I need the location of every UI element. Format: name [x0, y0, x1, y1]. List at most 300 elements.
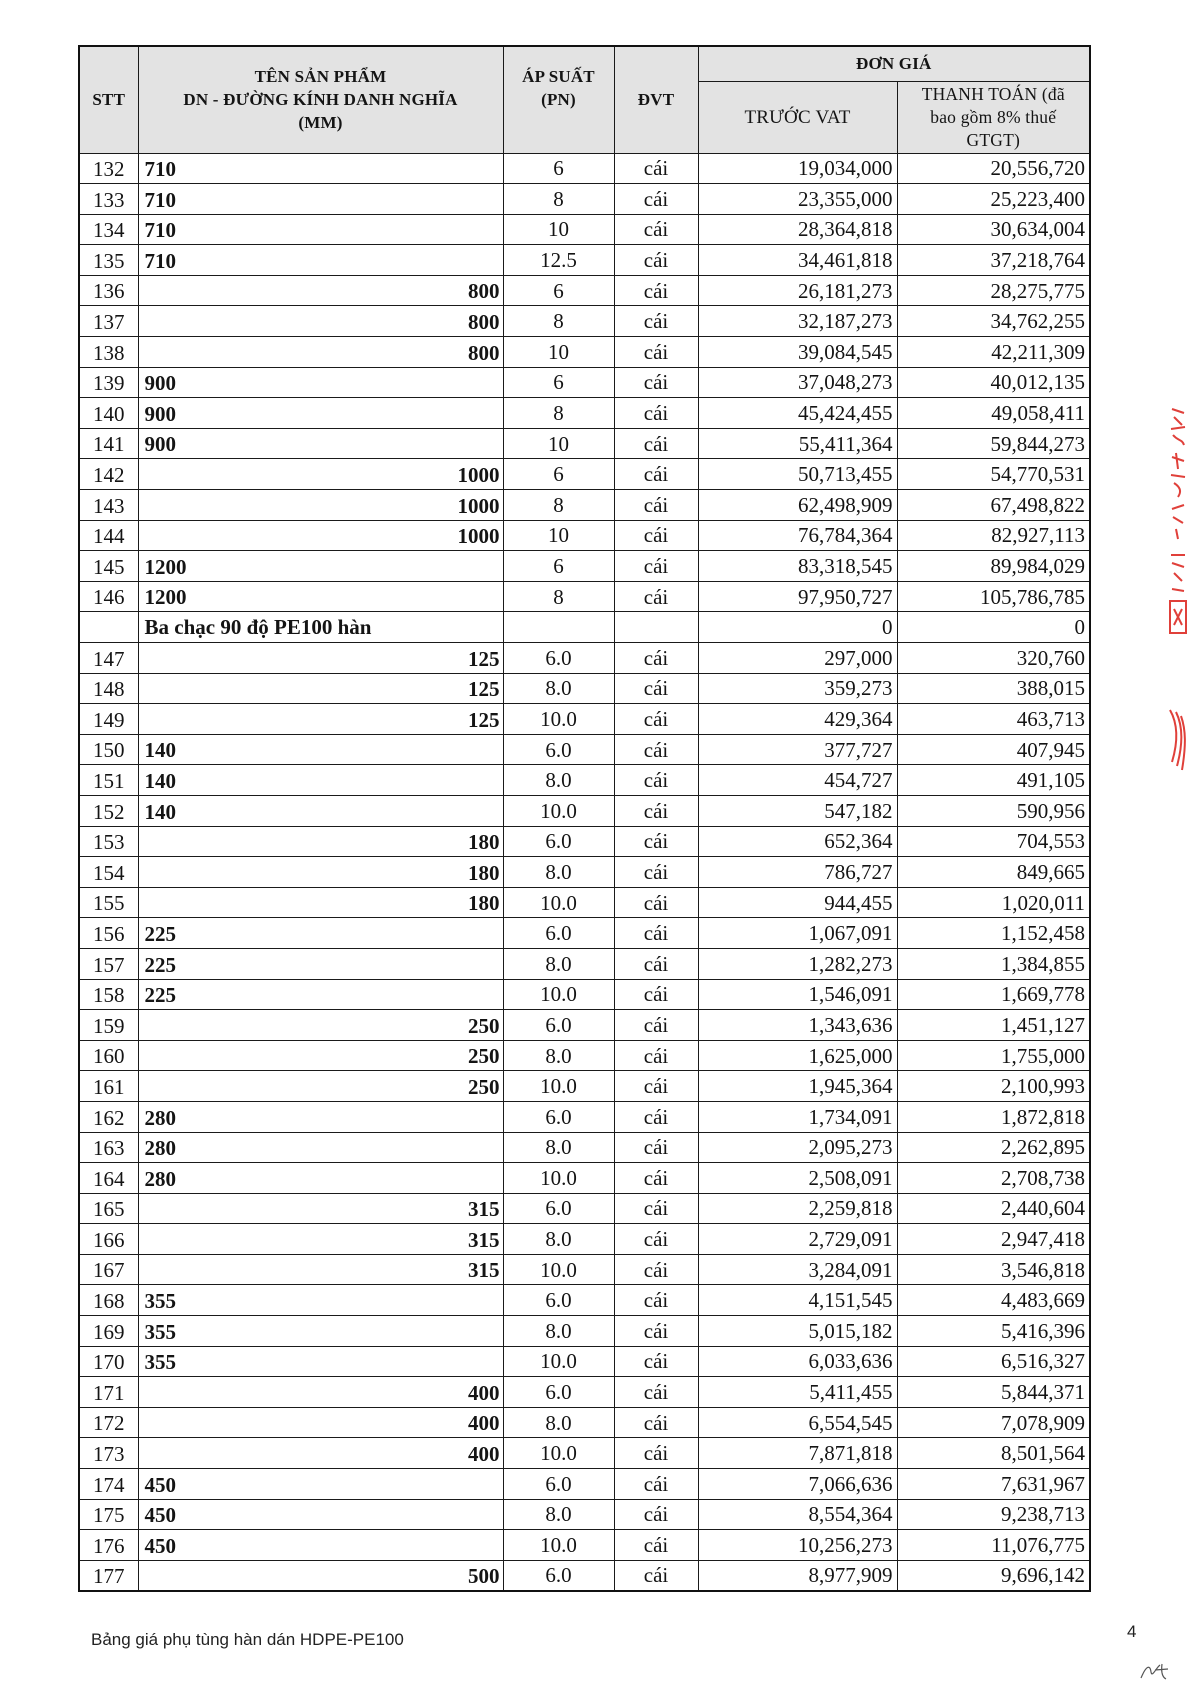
diameter-cell: 225 [138, 979, 503, 1010]
stt-cell: 172 [79, 1407, 138, 1438]
stt-cell: 161 [79, 1071, 138, 1102]
diameter-cell: 315 [138, 1193, 503, 1224]
table-row [79, 398, 1090, 429]
pressure-cell: 10 [503, 428, 614, 459]
table-row [79, 1010, 1090, 1041]
diameter-cell: 125 [138, 673, 503, 704]
diameter-cell: 140 [138, 795, 503, 826]
price-before-vat-cell: 55,411,364 [698, 428, 897, 459]
price-before-vat-cell: 39,084,545 [698, 337, 897, 368]
stt-cell: 150 [79, 734, 138, 765]
diameter-cell: 900 [138, 398, 503, 429]
diameter-cell: 800 [138, 306, 503, 337]
table-row [79, 1132, 1090, 1163]
unit-cell: cái [614, 795, 698, 826]
table-row [79, 551, 1090, 582]
table-row [79, 581, 1090, 612]
table-row [79, 918, 1090, 949]
unit-cell: cái [614, 1071, 698, 1102]
unit-cell: cái [614, 1193, 698, 1224]
header-price-before-vat: TRƯỚC VAT [698, 81, 897, 153]
price-total-cell: 5,844,371 [897, 1377, 1090, 1408]
pressure-cell: 8.0 [503, 948, 614, 979]
price-before-vat-cell: 45,424,455 [698, 398, 897, 429]
pressure-cell: 6 [503, 153, 614, 184]
table-row [79, 1193, 1090, 1224]
price-total-cell: 1,152,458 [897, 918, 1090, 949]
unit-cell: cái [614, 1101, 698, 1132]
diameter-cell: 225 [138, 918, 503, 949]
pressure-cell: 8 [503, 184, 614, 215]
price-before-vat-cell: 786,727 [698, 857, 897, 888]
stt-cell: 159 [79, 1010, 138, 1041]
header-stt: STT [79, 46, 138, 153]
stt-cell: 137 [79, 306, 138, 337]
table-row [79, 1407, 1090, 1438]
diameter-cell: 710 [138, 214, 503, 245]
diameter-cell: 450 [138, 1499, 503, 1530]
diameter-cell: 250 [138, 1040, 503, 1071]
price-before-vat-cell: 26,181,273 [698, 275, 897, 306]
price-total-cell: 59,844,273 [897, 428, 1090, 459]
page-number: 4 [1127, 1622, 1137, 1641]
diameter-cell: 400 [138, 1438, 503, 1469]
diameter-cell: 710 [138, 245, 503, 276]
unit-cell: cái [614, 1132, 698, 1163]
pressure-cell: 10 [503, 520, 614, 551]
unit-cell: cái [614, 520, 698, 551]
pressure-cell: 8.0 [503, 1316, 614, 1347]
price-before-vat-cell: 429,364 [698, 704, 897, 735]
price-total-cell: 9,238,713 [897, 1499, 1090, 1530]
stt-cell: 174 [79, 1469, 138, 1500]
unit-cell: cái [614, 857, 698, 888]
price-before-vat-cell: 6,554,545 [698, 1407, 897, 1438]
unit-cell: cái [614, 490, 698, 521]
stt-cell: 147 [79, 643, 138, 674]
stt-cell: 153 [79, 826, 138, 857]
price-total-cell: 2,440,604 [897, 1193, 1090, 1224]
unit-cell: cái [614, 459, 698, 490]
pressure-cell: 10.0 [503, 704, 614, 735]
diameter-cell: 800 [138, 337, 503, 368]
diameter-cell: 225 [138, 948, 503, 979]
unit-cell: cái [614, 704, 698, 735]
stt-cell: 177 [79, 1560, 138, 1591]
price-before-vat-cell: 359,273 [698, 673, 897, 704]
red-stamp-fragment [1164, 706, 1188, 776]
stt-cell: 141 [79, 428, 138, 459]
table-row [79, 765, 1090, 796]
stt-cell: 148 [79, 673, 138, 704]
unit-cell: cái [614, 1010, 698, 1041]
unit-cell: cái [614, 1377, 698, 1408]
table-row [79, 1346, 1090, 1377]
diameter-cell: 500 [138, 1560, 503, 1591]
header-price-total-line: bao gồm 8% thuế [930, 106, 1057, 127]
price-total-cell: 37,218,764 [897, 245, 1090, 276]
table-row [79, 1316, 1090, 1347]
diameter-cell: 125 [138, 704, 503, 735]
price-total-cell: 0 [897, 612, 1090, 643]
table-row [79, 520, 1090, 551]
price-total-cell: 1,384,855 [897, 948, 1090, 979]
stt-cell: 166 [79, 1224, 138, 1255]
unit-cell: cái [614, 306, 698, 337]
header-unit: ĐVT [614, 46, 698, 153]
table-row [79, 734, 1090, 765]
pressure-cell: 8.0 [503, 765, 614, 796]
price-before-vat-cell: 7,066,636 [698, 1469, 897, 1500]
price-total-cell: 2,100,993 [897, 1071, 1090, 1102]
stt-cell: 163 [79, 1132, 138, 1163]
header-price-total [897, 81, 1090, 153]
stt-cell: 151 [79, 765, 138, 796]
pressure-cell: 8 [503, 306, 614, 337]
table-row [79, 1254, 1090, 1285]
pressure-cell: 8.0 [503, 1224, 614, 1255]
price-before-vat-cell: 7,871,818 [698, 1438, 897, 1469]
price-before-vat-cell: 6,033,636 [698, 1346, 897, 1377]
diameter-cell: 125 [138, 643, 503, 674]
price-total-cell: 20,556,720 [897, 153, 1090, 184]
unit-cell: cái [614, 1163, 698, 1194]
price-before-vat-cell: 62,498,909 [698, 490, 897, 521]
price-total-cell: 5,416,396 [897, 1316, 1090, 1347]
header-product-name-line: DN - ĐƯỜNG KÍNH DANH NGHĨA [183, 90, 458, 110]
table-row [79, 704, 1090, 735]
footer-title: Bảng giá phụ tùng hàn dán HDPE-PE100 [91, 1630, 404, 1649]
stt-cell: 155 [79, 887, 138, 918]
diameter-cell: 355 [138, 1346, 503, 1377]
price-total-cell: 704,553 [897, 826, 1090, 857]
table-row [79, 1163, 1090, 1194]
table-row [79, 428, 1090, 459]
stt-cell: 134 [79, 214, 138, 245]
diameter-cell: 900 [138, 367, 503, 398]
price-before-vat-cell: 2,508,091 [698, 1163, 897, 1194]
stt-cell: 160 [79, 1040, 138, 1071]
unit-cell: cái [614, 673, 698, 704]
stt-cell: 170 [79, 1346, 138, 1377]
table-row [79, 1040, 1090, 1071]
price-before-vat-cell: 50,713,455 [698, 459, 897, 490]
stt-cell: 157 [79, 948, 138, 979]
price-before-vat-cell: 1,546,091 [698, 979, 897, 1010]
pressure-cell: 6.0 [503, 1377, 614, 1408]
price-before-vat-cell: 1,945,364 [698, 1071, 897, 1102]
price-before-vat-cell: 34,461,818 [698, 245, 897, 276]
pressure-cell: 10.0 [503, 1346, 614, 1377]
table-row [79, 337, 1090, 368]
unit-cell: cái [614, 979, 698, 1010]
unit-cell: cái [614, 153, 698, 184]
unit-cell: cái [614, 551, 698, 582]
stt-cell: 165 [79, 1193, 138, 1224]
pressure-cell: 10 [503, 214, 614, 245]
header-price-group: ĐƠN GIÁ [698, 46, 1090, 81]
price-total-cell: 42,211,309 [897, 337, 1090, 368]
price-total-cell: 1,020,011 [897, 887, 1090, 918]
table-row [79, 306, 1090, 337]
table-row [79, 367, 1090, 398]
stt-cell: 169 [79, 1316, 138, 1347]
unit-cell: cái [614, 887, 698, 918]
table-row [79, 245, 1090, 276]
pressure-cell: 10.0 [503, 1530, 614, 1561]
diameter-cell: 1200 [138, 551, 503, 582]
price-before-vat-cell: 10,256,273 [698, 1530, 897, 1561]
pressure-cell: 8.0 [503, 1499, 614, 1530]
price-total-cell: 2,708,738 [897, 1163, 1090, 1194]
pressure-cell: 10.0 [503, 1071, 614, 1102]
price-total-cell: 2,262,895 [897, 1132, 1090, 1163]
table-row [79, 795, 1090, 826]
price-total-cell: 40,012,135 [897, 367, 1090, 398]
stt-cell: 144 [79, 520, 138, 551]
price-total-cell: 463,713 [897, 704, 1090, 735]
pressure-cell: 6.0 [503, 1193, 614, 1224]
table-row [79, 184, 1090, 215]
red-stamp-fragment [1166, 405, 1190, 637]
price-before-vat-cell: 2,729,091 [698, 1224, 897, 1255]
stt-cell [79, 612, 138, 643]
price-before-vat-cell: 377,727 [698, 734, 897, 765]
handwritten-initial [1138, 1660, 1172, 1682]
pressure-cell: 6.0 [503, 643, 614, 674]
table-row [79, 1224, 1090, 1255]
price-total-cell: 388,015 [897, 673, 1090, 704]
stt-cell: 175 [79, 1499, 138, 1530]
unit-cell: cái [614, 1285, 698, 1316]
price-total-cell: 30,634,004 [897, 214, 1090, 245]
diameter-cell: 1000 [138, 459, 503, 490]
price-total-cell: 1,451,127 [897, 1010, 1090, 1041]
header-product-name-line: (MM) [298, 113, 343, 133]
stt-cell: 152 [79, 795, 138, 826]
unit-cell: cái [614, 1499, 698, 1530]
table-row [79, 153, 1090, 184]
price-before-vat-cell: 547,182 [698, 795, 897, 826]
diameter-cell: 710 [138, 184, 503, 215]
diameter-cell: 280 [138, 1132, 503, 1163]
pressure-cell: 6.0 [503, 1469, 614, 1500]
unit-cell: cái [614, 337, 698, 368]
diameter-cell: 1000 [138, 490, 503, 521]
price-before-vat-cell: 97,950,727 [698, 581, 897, 612]
price-before-vat-cell: 3,284,091 [698, 1254, 897, 1285]
stt-cell: 171 [79, 1377, 138, 1408]
price-total-cell: 28,275,775 [897, 275, 1090, 306]
price-total-cell: 590,956 [897, 795, 1090, 826]
unit-cell: cái [614, 214, 698, 245]
pressure-cell: 6.0 [503, 734, 614, 765]
unit-cell: cái [614, 1407, 698, 1438]
unit-cell: cái [614, 765, 698, 796]
table-row [79, 673, 1090, 704]
unit-cell: cái [614, 1224, 698, 1255]
table-row [79, 1377, 1090, 1408]
pressure-cell: 6 [503, 367, 614, 398]
table-row [79, 979, 1090, 1010]
price-before-vat-cell: 76,784,364 [698, 520, 897, 551]
pressure-cell: 10.0 [503, 1254, 614, 1285]
table-row [79, 826, 1090, 857]
diameter-cell: 140 [138, 734, 503, 765]
price-before-vat-cell: 1,067,091 [698, 918, 897, 949]
diameter-cell: 180 [138, 887, 503, 918]
header-pressure [503, 46, 614, 153]
section-title-cell: Ba chạc 90 độ PE100 hàn [138, 612, 503, 643]
pressure-cell: 8.0 [503, 1407, 614, 1438]
pressure-cell: 12.5 [503, 245, 614, 276]
price-total-cell: 49,058,411 [897, 398, 1090, 429]
stt-cell: 143 [79, 490, 138, 521]
pressure-cell: 8.0 [503, 673, 614, 704]
stt-cell: 164 [79, 1163, 138, 1194]
price-before-vat-cell: 28,364,818 [698, 214, 897, 245]
unit-cell: cái [614, 1530, 698, 1561]
price-before-vat-cell: 83,318,545 [698, 551, 897, 582]
header-pressure-line: (PN) [541, 90, 576, 109]
diameter-cell: 280 [138, 1101, 503, 1132]
pressure-cell: 10.0 [503, 979, 614, 1010]
pressure-cell: 8 [503, 581, 614, 612]
pressure-cell: 10.0 [503, 1438, 614, 1469]
price-total-cell: 105,786,785 [897, 581, 1090, 612]
header-product-name [138, 46, 503, 153]
price-before-vat-cell: 944,455 [698, 887, 897, 918]
pressure-cell: 8 [503, 398, 614, 429]
table-row [79, 1469, 1090, 1500]
unit-cell: cái [614, 184, 698, 215]
price-before-vat-cell: 8,977,909 [698, 1560, 897, 1591]
table-row [79, 1071, 1090, 1102]
unit-cell: cái [614, 367, 698, 398]
stt-cell: 133 [79, 184, 138, 215]
pressure-cell: 6.0 [503, 1560, 614, 1591]
unit-cell: cái [614, 826, 698, 857]
unit-cell: cái [614, 275, 698, 306]
table-row [79, 490, 1090, 521]
pressure-cell: 8 [503, 490, 614, 521]
header-pressure-line: ÁP SUẤT [522, 67, 595, 86]
table-row [79, 1499, 1090, 1530]
price-before-vat-cell: 0 [698, 612, 897, 643]
table-row [79, 1285, 1090, 1316]
unit-cell: cái [614, 428, 698, 459]
unit-cell: cái [614, 918, 698, 949]
stt-cell: 176 [79, 1530, 138, 1561]
price-total-cell: 34,762,255 [897, 306, 1090, 337]
diameter-cell: 1200 [138, 581, 503, 612]
price-before-vat-cell: 19,034,000 [698, 153, 897, 184]
stt-cell: 158 [79, 979, 138, 1010]
table-row [79, 1560, 1090, 1591]
diameter-cell: 900 [138, 428, 503, 459]
header-price-total-line: GTGT) [966, 129, 1020, 150]
stt-cell: 145 [79, 551, 138, 582]
pressure-cell: 8.0 [503, 1040, 614, 1071]
price-total-cell: 9,696,142 [897, 1560, 1090, 1591]
table-body [79, 153, 1090, 1591]
price-before-vat-cell: 5,015,182 [698, 1316, 897, 1347]
pressure-cell: 6.0 [503, 918, 614, 949]
stt-cell: 149 [79, 704, 138, 735]
price-total-cell: 849,665 [897, 857, 1090, 888]
pressure-cell: 10.0 [503, 1163, 614, 1194]
unit-cell: cái [614, 643, 698, 674]
price-before-vat-cell: 652,364 [698, 826, 897, 857]
table-row [79, 643, 1090, 674]
price-table [78, 45, 1091, 1592]
unit-cell: cái [614, 1254, 698, 1285]
stt-cell: 136 [79, 275, 138, 306]
unit-cell: cái [614, 398, 698, 429]
stt-cell: 173 [79, 1438, 138, 1469]
pressure-cell [503, 612, 614, 643]
diameter-cell: 250 [138, 1071, 503, 1102]
table-row [79, 857, 1090, 888]
price-total-cell: 1,872,818 [897, 1101, 1090, 1132]
diameter-cell: 450 [138, 1469, 503, 1500]
price-before-vat-cell: 8,554,364 [698, 1499, 897, 1530]
price-total-cell: 54,770,531 [897, 459, 1090, 490]
stt-cell: 135 [79, 245, 138, 276]
price-total-cell: 1,669,778 [897, 979, 1090, 1010]
unit-cell: cái [614, 1560, 698, 1591]
pressure-cell: 6.0 [503, 1101, 614, 1132]
diameter-cell: 140 [138, 765, 503, 796]
price-before-vat-cell: 37,048,273 [698, 367, 897, 398]
pressure-cell: 8.0 [503, 857, 614, 888]
unit-cell: cái [614, 1040, 698, 1071]
pressure-cell: 6 [503, 551, 614, 582]
price-before-vat-cell: 1,734,091 [698, 1101, 897, 1132]
unit-cell: cái [614, 1469, 698, 1500]
stt-cell: 132 [79, 153, 138, 184]
price-before-vat-cell: 454,727 [698, 765, 897, 796]
unit-cell: cái [614, 734, 698, 765]
price-before-vat-cell: 32,187,273 [698, 306, 897, 337]
diameter-cell: 250 [138, 1010, 503, 1041]
pressure-cell: 6.0 [503, 826, 614, 857]
unit-cell [614, 612, 698, 643]
diameter-cell: 355 [138, 1316, 503, 1347]
diameter-cell: 450 [138, 1530, 503, 1561]
table-row [79, 275, 1090, 306]
diameter-cell: 800 [138, 275, 503, 306]
stt-cell: 146 [79, 581, 138, 612]
price-total-cell: 407,945 [897, 734, 1090, 765]
pressure-cell: 6 [503, 459, 614, 490]
price-before-vat-cell: 1,625,000 [698, 1040, 897, 1071]
diameter-cell: 1000 [138, 520, 503, 551]
price-total-cell: 4,483,669 [897, 1285, 1090, 1316]
table-row [79, 459, 1090, 490]
stt-cell: 168 [79, 1285, 138, 1316]
price-total-cell: 491,105 [897, 765, 1090, 796]
pressure-cell: 8.0 [503, 1132, 614, 1163]
table-row [79, 1530, 1090, 1561]
price-before-vat-cell: 4,151,545 [698, 1285, 897, 1316]
price-total-cell: 8,501,564 [897, 1438, 1090, 1469]
pressure-cell: 10.0 [503, 795, 614, 826]
unit-cell: cái [614, 1316, 698, 1347]
price-total-cell: 2,947,418 [897, 1224, 1090, 1255]
price-total-cell: 320,760 [897, 643, 1090, 674]
price-before-vat-cell: 2,095,273 [698, 1132, 897, 1163]
